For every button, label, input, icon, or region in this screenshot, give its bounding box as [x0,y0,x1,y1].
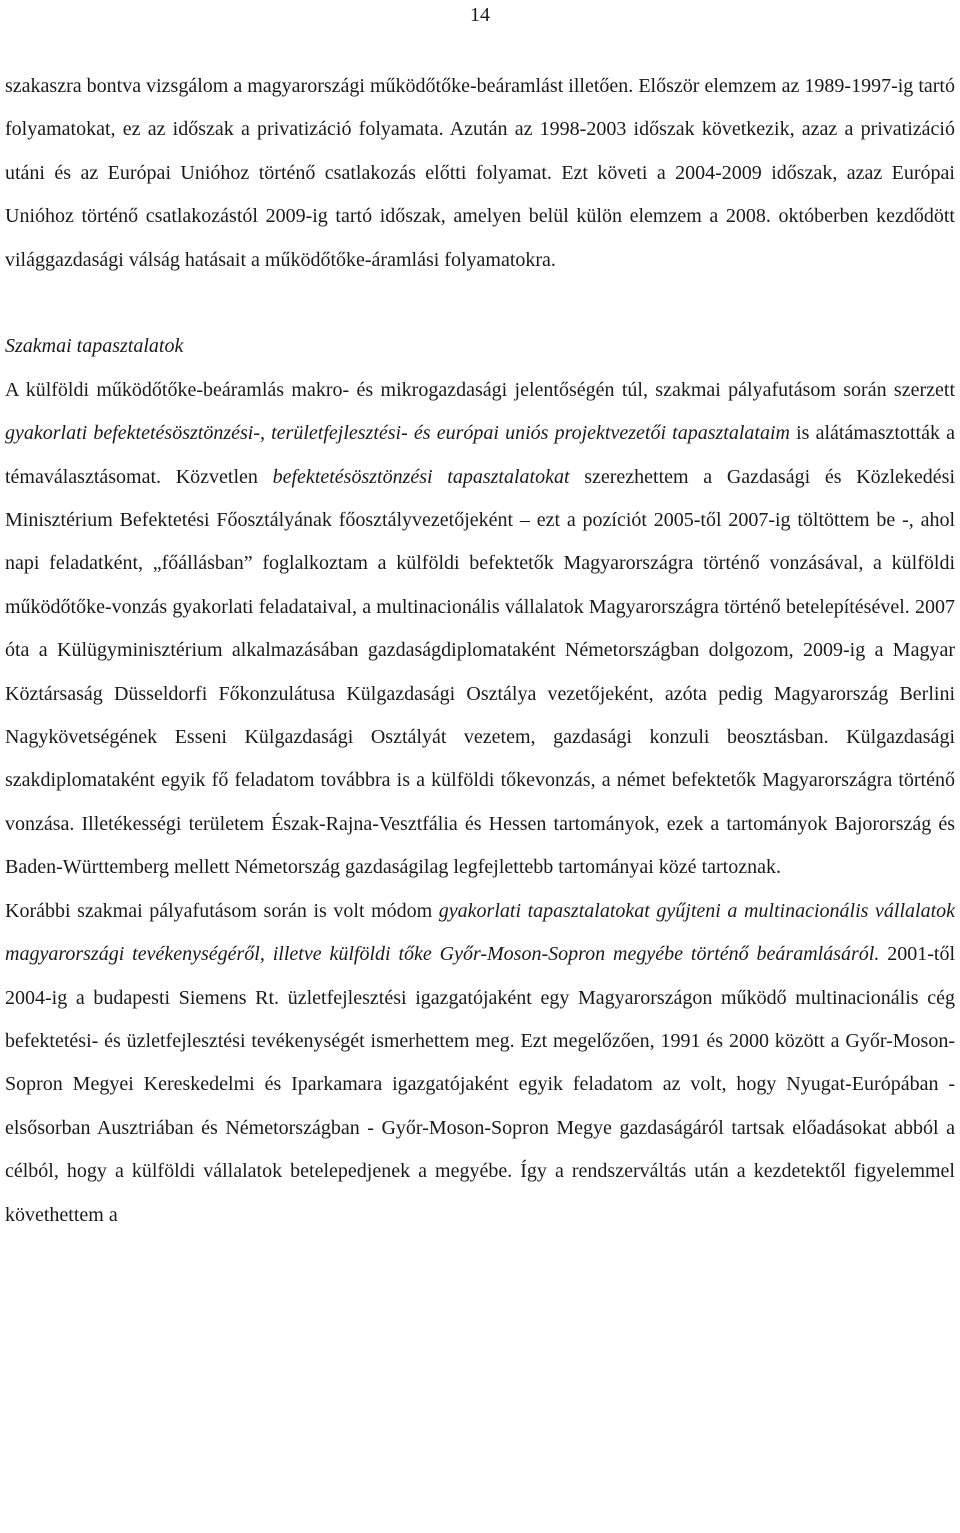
paragraph-previous-career [5,890,955,1237]
paragraph-intro: szakaszra bontva vizsgálom a magyarországi működőtőke-beáramlást illetően. Először elemzem az 1989-1997-ig tartó folyamatokat, ez az időszak a privatizáció folyamata. Azután az 1998-2003 időszak következik, azaz a privatizáció utáni és az Európai Unióhoz történő csatlakozás előtti folyamat. Ezt követi a 2004-2009 időszak, azaz Európai Unióhoz történő csatlakozástól 2009-ig tartó időszak, amelyen belül külön elemzem a 2008. októberben kezdődött világgazdasági válság hatásait a működőtőke-áramlási folyamatokra. [5,75,955,271]
text-run: 2001-től 2004-ig a budapesti Siemens Rt. üzletfejlesztési igazgatójaként egy Magyarországon működő multinacionális cég befektetési- és üzletfejlesztési tevékenységét ismerhettem meg. Ezt megelőzően, 1991 és 2000 között a Győr-Moson-Sopron Megyei Kereskedelmi és Iparkamara igazgatójaként egyik feladatom az volt, hogy Nyugat-Európában - elsősorban Ausztriában és Németországban - Győr-Moson-Sopron Megye gazdaságáról tartsak előadásokat abból a célból, hogy a külföldi vállalatok betelepedjenek a megyébe. Így a rendszerváltás után a kezdetektől figyelemmel követhettem a [5,943,956,1226]
emphasis-run: gyakorlati befektetésösztönzési-, területfejlesztési- és európai uniós projektvezetői tapasztalataim [5,422,790,445]
paragraph-experience [5,369,955,890]
emphasis-run: befektetésösztönzési tapasztalatokat [272,465,570,488]
text-run: A külföldi működőtőke-beáramlás makro- és mikrogazdasági jelentőségén túl, szakmai pályafutásom során szerzett [5,378,955,401]
page-number: 14 [470,4,490,26]
emphasis-run: gyakorlati tapasztalatokat gyűjteni a multinacionális vállalatok magyarországi tevékenységéről, illetve külföldi tőke Győr-Moson-Sopron megyébe történő beáramlásáról. [5,899,956,966]
paragraph-gap [5,282,955,325]
text-run: Korábbi szakmai pályafutásom során is volt módom [5,899,439,922]
text-run: szerezhettem a Gazdasági és Közlekedési Minisztérium Befektetési Főosztályának főosztályvezetőjeként – ezt a pozíciót 2005-től 2007-ig töltöttem be -, ahol napi feladatként, „főállásban” foglalkoztam a külföldi befektetők Magyarországra történő vonzásával, a külföldi működőtőke-vonzás gyakorlati feladataival, a multinacionális vállalatok Magyarországra történő betelepítésével. 2007 óta a Külügyminisztérium alkalmazásában gazdaságdiplomataként Németországban dolgozom, 2009-ig a Magyar Köztársaság Düsseldorfi Főkonzulátusa Külgazdasági Osztálya vezetőjeként, azóta pedig Magyarország Berlini Nagykövetségének Esseni Külgazdasági Osztályát vezetem, gazdasági konzuli beosztásban. Külgazdasági szakdiplomataként egyik fő feladatom továbbra is a külföldi tőkevonzás, a német befektetők Magyarországra történő vonzása. Illetékességi területem Észak-Rajna-Vesztfália és Hessen tartományok, ezek a tartományok Bajorország és Baden-Württemberg mellett Németország gazdaságilag legfejlettebb tartományai közé tartoznak. [5,465,956,879]
section-heading: Szakmai tapasztalatok [5,335,184,358]
document-body [5,65,955,1237]
text-run: is alátámasztották a témaválasztásomat. Közvetlen [5,422,955,488]
